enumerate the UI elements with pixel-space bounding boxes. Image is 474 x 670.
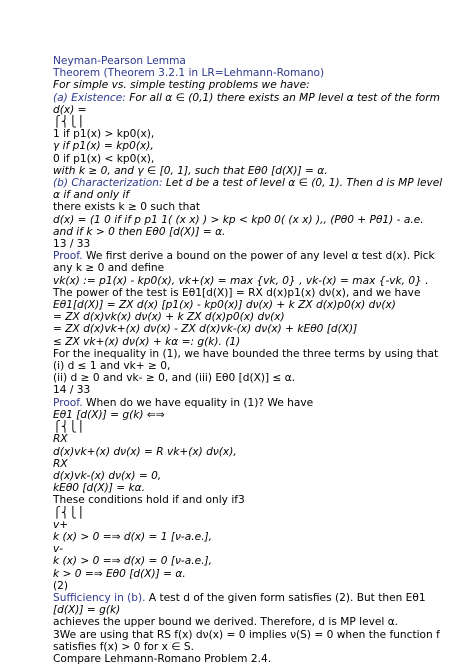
body-text: (ii) d ≥ 0 and vk- ≥ 0, and (iii) Eθ0 [d(X)] ≤ α. [53, 372, 296, 385]
text-line [53, 250, 465, 262]
body-text: γ if p1(x) = kp0(x), [53, 140, 154, 153]
text-line [53, 140, 465, 152]
body-text: The power of the test is Eθ1[d(X)] = RX d(x)p1(x) dν(x), and we have [53, 286, 421, 299]
body-text: there exists k ≥ 0 such that [53, 201, 201, 214]
body-text: d(x)vk+(x) dν(x) = R vk+(x) dν(x), [53, 445, 237, 458]
text-line [53, 116, 465, 128]
text-line [53, 67, 465, 79]
body-text: ⎧⎨⎩⎪ [53, 421, 85, 434]
body-text: We first derive a bound on the power of any level α test d(x). Pick [82, 250, 435, 263]
text-line [53, 372, 465, 384]
text-line [53, 458, 465, 470]
text-line [53, 201, 465, 213]
text-line [53, 482, 465, 494]
body-text: achieves the upper bound we derived. Therefore, d is MP level α. [53, 616, 399, 629]
text-line [53, 543, 465, 555]
body-text: k > 0 =⇒ Eθ0 [d(X)] = α. [53, 567, 186, 580]
body-text: Eθ1[d(X)] = ZX d(x) [p1(x) - kp0(x)] dν(x) + k ZX d(x)p0(x) dν(x) [53, 299, 396, 312]
text-line [53, 653, 465, 665]
body-text: v+ [53, 518, 69, 531]
body-text: 13 / 33 [53, 238, 91, 251]
text-line [53, 616, 465, 628]
text-line [53, 555, 465, 567]
text-line [53, 177, 465, 189]
heading-text: Neyman-Pearson Lemma [53, 55, 186, 67]
text-line [53, 238, 465, 250]
body-text: d(x)vk-(x) dν(x) = 0, [53, 469, 162, 482]
heading-text: (b) Characterization: [53, 177, 163, 190]
text-line [53, 189, 465, 201]
body-text: 1 if p1(x) > kp0(x), [53, 128, 155, 141]
text-line [53, 641, 465, 653]
text-line [53, 275, 465, 287]
text-line [53, 55, 465, 67]
text-line [53, 287, 465, 299]
body-text: = ZX d(x)vk+(x) dν(x) - ZX d(x)vk-(x) dν(x) + kEθ0 [d(X)] [53, 323, 358, 336]
text-line [53, 568, 465, 580]
body-text: Let d be a test of level α ∈ (0, 1). Then d is MP level [162, 177, 443, 190]
text-line [53, 409, 465, 421]
body-text: k (x) > 0 =⇒ d(x) = 1 [ν-a.e.], [53, 530, 212, 543]
body-text: d(x) = (1 0 if if p p1 1( (x x) ) > kp < kp0 0( (x x) ),, (Pθ0 + Pθ1) - a.e. [53, 213, 424, 226]
text-line [53, 384, 465, 396]
text-line [53, 214, 465, 226]
body-text: [d(X)] = g(k) [53, 604, 121, 617]
text-line [53, 226, 465, 238]
body-text: 0 if p1(x) < kp0(x), [53, 152, 155, 165]
body-text: ⎧⎨⎩⎪ [53, 116, 85, 129]
body-text: These conditions hold if and only if3 [53, 494, 245, 507]
text-line [53, 470, 465, 482]
text-line [53, 604, 465, 616]
body-text: kEθ0 [d(X)] = kα. [53, 482, 146, 495]
body-text: α if and only if [53, 189, 130, 202]
text-line [53, 311, 465, 323]
body-text: For all α ∈ (0,1) there exists an MP level α test of the form [125, 91, 440, 104]
body-text: 14 / 33 [53, 384, 91, 397]
body-text: ⎧⎨⎩⎪ [53, 506, 85, 519]
text-line [53, 348, 465, 360]
body-text: satisfies f(x) > 0 for x ∈ S. [53, 640, 194, 653]
text-line [53, 433, 465, 445]
text-line [53, 592, 465, 604]
heading-text: Sufficiency in (b). [53, 591, 146, 604]
body-text: RX [53, 433, 68, 446]
text-line [53, 153, 465, 165]
text-line [53, 262, 465, 274]
body-text: = ZX d(x)vk(x) dν(x) + k ZX d(x)p0(x) dν(x) [53, 311, 285, 324]
heading-text: Proof. [53, 396, 83, 409]
text-line [53, 165, 465, 177]
text-line [53, 323, 465, 335]
body-text: k (x) > 0 =⇒ d(x) = 0 [ν-a.e.], [53, 555, 212, 568]
text-line [53, 299, 465, 311]
body-text: ≤ ZX vk+(x) dν(x) + kα =: g(k). (1) [53, 335, 241, 348]
text-line [53, 79, 465, 91]
text-line [53, 92, 465, 104]
text-line [53, 128, 465, 140]
body-text: Eθ1 [d(X)] = g(k) ⇐⇒ [53, 408, 165, 421]
body-text: A test d of the given form satisfies (2). But then Eθ1 [145, 591, 426, 604]
text-line [53, 397, 465, 409]
heading-text: Theorem (Theorem 3.2.1 in LR=Lehmann-Romano) [53, 67, 325, 80]
text-line [53, 507, 465, 519]
text-line [53, 580, 465, 592]
body-text: and if k > 0 then Eθ0 [d(X)] = α. [53, 225, 226, 238]
text-line [53, 360, 465, 372]
text-line [53, 519, 465, 531]
body-text: vk(x) := p1(x) - kp0(x), vk+(x) = max {vk, 0} , vk-(x) = max {-vk, 0} . [53, 274, 429, 287]
document-body [53, 55, 465, 665]
text-line [53, 336, 465, 348]
text-line [53, 446, 465, 458]
heading-text: Proof. [53, 250, 83, 263]
body-text: (2) [53, 579, 69, 592]
text-line [53, 629, 465, 641]
text-line [53, 494, 465, 506]
text-line [53, 421, 465, 433]
body-text: When do we have equality in (1)? We have [82, 396, 314, 409]
body-text: any k ≥ 0 and define [53, 262, 165, 275]
body-text: d(x) = [53, 103, 87, 116]
body-text: (i) d ≤ 1 and vk+ ≥ 0, [53, 360, 171, 373]
body-text: v- [53, 543, 64, 556]
body-text: 3We are using that RS f(x) dν(x) = 0 implies ν(S) = 0 when the function f [53, 628, 440, 641]
heading-text: (a) Existence: [53, 91, 126, 104]
text-line [53, 104, 465, 116]
body-text: RX [53, 457, 68, 470]
body-text: For the inequality in (1), we have bounded the three terms by using that [53, 347, 439, 360]
body-text: For simple vs. simple testing problems we have: [53, 79, 310, 92]
body-text: Compare Lehmann-Romano Problem 2.4. [53, 652, 272, 665]
text-line [53, 531, 465, 543]
body-text: with k ≥ 0, and γ ∈ [0, 1], such that Eθ0 [d(X)] = α. [53, 164, 328, 177]
